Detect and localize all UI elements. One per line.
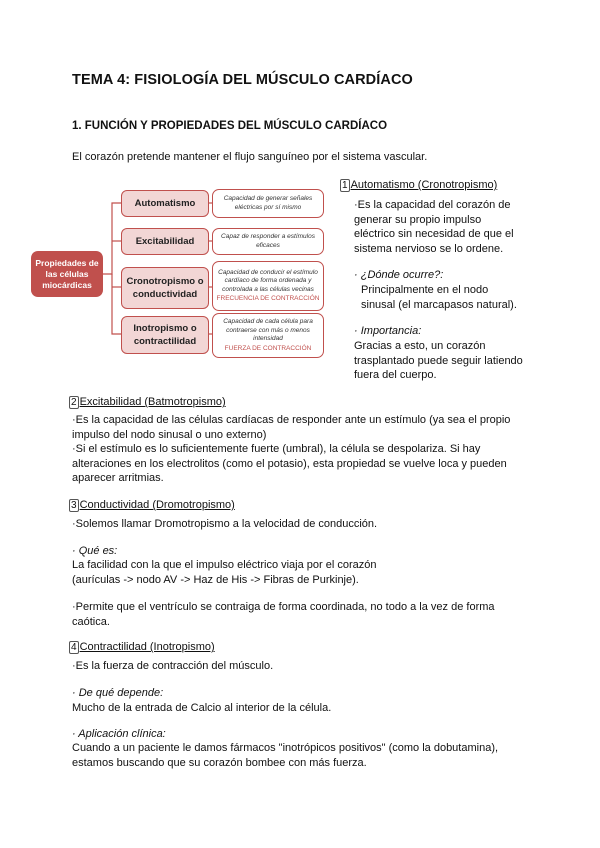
diagram-desc-cronotropismo: Capacidad de conducir el estímulo cardíaco de forma ordenada y controlada a las células vecinas FRECUENCIA DE CONTRACCIÓN (212, 261, 324, 311)
automatismo-answer-importance: Gracias a esto, un corazón trasplantado puede seguir latiendo fuera del cuerpo. (354, 340, 523, 381)
intro-text: El corazón pretende mantener el flujo sanguíneo por el sistema vascular. (72, 151, 428, 163)
diagram-prop-excitabilidad: Excitabilidad (121, 228, 209, 255)
section-heading: 1. FUNCIÓN Y PROPIEDADES DEL MÚSCULO CARDÍACO (72, 120, 388, 132)
diagram-prop-inotropismo: Inotropismo o contractilidad (121, 316, 209, 354)
diagram-desc-excitabilidad: Capaz de responder a estímulos eficaces (212, 228, 324, 255)
automatismo-question-where: · ¿Dónde ocurre?: (354, 269, 444, 281)
automatismo-question-importance: · Importancia: (354, 325, 422, 337)
section-automatismo-heading: 1 Automatismo (Cronotropismo) (342, 179, 498, 191)
section-contractilidad-heading: 4 Contractilidad (Inotropismo) (71, 641, 215, 653)
diagram-desc-automatismo: Capacidad de generar señales eléctricas por sí mismo (212, 189, 324, 218)
conductividad-extra: ·Permite que el ventrículo se contraiga de forma coordinada, no todo a la vez de forma caótica. (72, 601, 495, 628)
contractilidad-question-clinical: · Aplicación clínica: (72, 728, 166, 740)
section-excitabilidad-heading: 2 Excitabilidad (Batmotropismo) (71, 396, 226, 408)
conductividad-answer: La facilidad con la que el impulso eléctrico viaja por el corazón (aurículas -> nodo AV -> Haz de His -> Fibras de Purkinje). (72, 559, 377, 586)
page-title: TEMA 4: FISIOLOGÍA DEL MÚSCULO CARDÍACO (72, 72, 413, 88)
automatismo-answer-where: Principalmente en el nodo sinusal (el marcapasos natural). (361, 284, 517, 311)
contractilidad-answer-depends: Mucho de la entrada de Calcio al interior de la célula. (72, 702, 332, 714)
conductividad-line: ·Solemos llamar Dromotropismo a la velocidad de conducción. (72, 518, 378, 530)
diagram-desc-inotropismo: Capacidad de cada célula para contraerse con más o menos intensidad FUERZA DE CONTRACCIÓN (212, 313, 324, 358)
contractilidad-line: ·Es la fuerza de contracción del músculo. (72, 660, 274, 672)
conductividad-question: · Qué es: (72, 545, 118, 557)
contractilidad-answer-clinical: Cuando a un paciente le damos fármacos "inotrópicos positivos" (como la dobutamina), estamos buscando que su corazón bombee con más fuerza. (72, 742, 499, 769)
section-excitabilidad-body: ·Es la capacidad de las células cardíacas de responder ante un estímulo (ya sea el propio impulso del nodo sinusal o uno externo) ·Si el estímulo es lo suficientemente fuerte (umbral), la célula se despolariza. Si hay alteraciones en los electrolitos (como el potasio), esta propiedad se vuelve loca y pueden aparecer arritmias. (72, 414, 511, 484)
diagram-prop-cronotropismo: Cronotropismo o conductividad (121, 267, 209, 309)
contractilidad-question-depends: · De qué depende: (72, 687, 164, 699)
diagram-main-box: Propiedades de las células miocárdicas (31, 251, 103, 297)
section-conductividad-heading: 3 Conductividad (Dromotropismo) (71, 499, 235, 511)
diagram-prop-automatismo: Automatismo (121, 190, 209, 217)
section-automatismo-body: ·Es la capacidad del corazón de generar su propio impulso eléctrico sin necesidad de que el sistema nervioso se lo ordene. (354, 199, 514, 255)
